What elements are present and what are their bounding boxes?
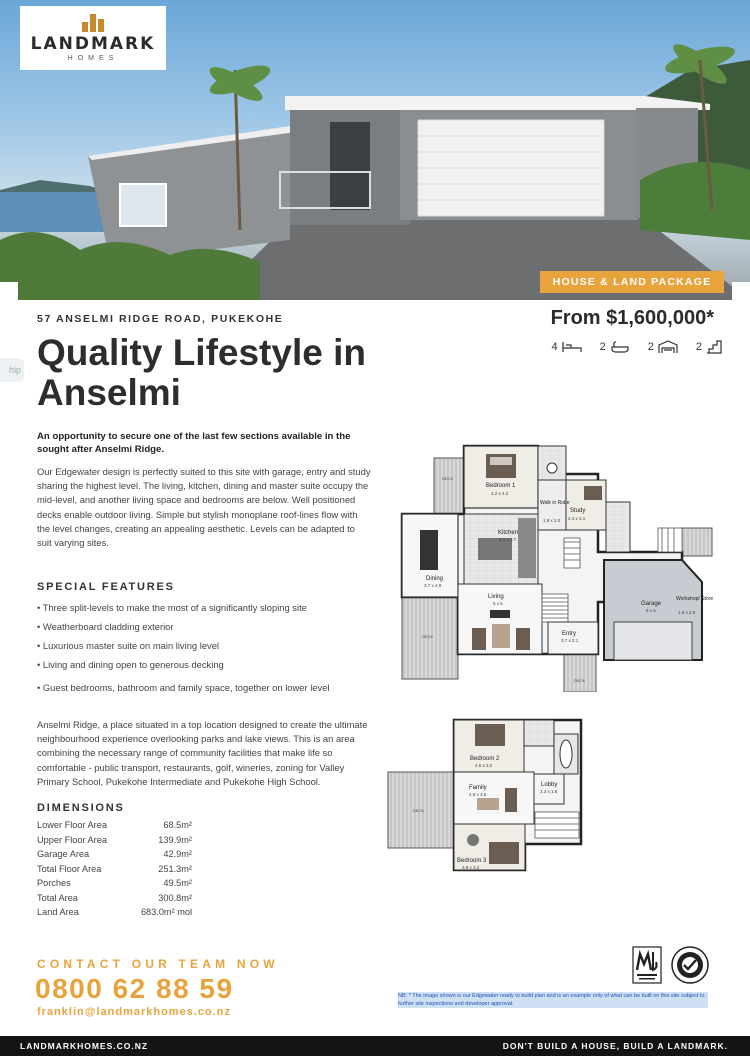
room-size: 4.2 x 4.2 (491, 491, 509, 496)
deck-label: DECK (442, 476, 454, 481)
contact-heading: CONTACT OUR TEAM NOW (37, 957, 279, 971)
table-row: Lower Floor Area 68.5m² (37, 820, 192, 830)
list-item: • Three split-levels to make the most of a significantly sloping site (37, 602, 377, 621)
room-label: Dining (426, 576, 444, 582)
room-label: Study (570, 508, 586, 514)
room-size: 5 x 6 (493, 601, 503, 606)
deck-label: DECK (422, 634, 434, 639)
price: From $1,600,000* (550, 307, 714, 329)
description-text: Our Edgewater design is perfectly suited to this site with garage, entry and study sharing the highest level. The living, kitchen, dining and master suite occupy the mid-level, and another living space and bedrooms are below. Well positioned decks enable outdoor living. Simple but stylish monoplane roof-lines flow with the level changes, creating an appealing aesthetic. Levels can be adapted to suit varying sites. (37, 466, 371, 549)
spec-bedrooms: 4 (552, 341, 582, 353)
room-label: Living (488, 594, 504, 600)
deck-label: DECK (413, 808, 425, 813)
table-row: Land Area 683.0m² mol (37, 907, 192, 917)
list-item: • Living and dining open to generous decking (37, 659, 377, 678)
room-size: 2.4 x 3.1 (568, 516, 586, 521)
phone-number[interactable]: 0800 62 88 59 (35, 973, 234, 1004)
guarantee-seal-icon (670, 945, 710, 985)
room-size: 3.8 x 3.2 (462, 865, 480, 870)
dimensions-table (37, 818, 192, 920)
room-size: 4.8 x 3.6 (469, 792, 487, 797)
room-size: 6 x 6 (646, 608, 656, 613)
logo-name: LANDMARK (30, 34, 156, 54)
room-label: Walk in Robe (540, 500, 570, 506)
bed-icon (562, 341, 582, 353)
dimensions-heading: DIMENSIONS (37, 802, 125, 814)
property-specs (552, 340, 723, 354)
room-label: Bedroom 3 (457, 858, 487, 864)
room-label: Lobby (541, 782, 558, 788)
features-heading: SPECIAL FEATURES (37, 581, 175, 593)
disclaimer: NB: * The image shown is our Edgewater ready to build plan and is an example only of what can be built on this site subject to further site inspections and developer approval. (398, 992, 708, 1008)
room-label: Kitchen (498, 530, 519, 536)
room-label: Garage (641, 601, 662, 607)
table-row: Total Area 300.8m² (37, 892, 192, 903)
logo-subtitle: HOMES (67, 55, 119, 62)
master-builders-icon (632, 946, 662, 984)
table-row: Upper Floor Area 139.9m² (37, 834, 192, 845)
lower-floor-plan (385, 716, 595, 879)
hero-house-photo (0, 0, 750, 300)
spec-garage: 2 (648, 340, 678, 354)
room-size: 1.8 x 2.0 (543, 518, 561, 523)
room-size: 3.7 x 4.8 (424, 583, 442, 588)
room-label: Bedroom 2 (470, 756, 500, 762)
room-size: 4.5 x 3.2 (475, 763, 493, 768)
email-link[interactable]: franklin@landmarkhomes.co.nz (37, 1006, 231, 1018)
room-label: Bedroom 1 (486, 483, 516, 489)
spec-levels: 2 (696, 340, 722, 354)
table-row: Porches 49.5m² (37, 878, 192, 888)
stairs-icon (706, 340, 722, 354)
room-size: 3.3 x 1.8 (540, 789, 558, 794)
footer-tagline: DON'T BUILD A HOUSE, BUILD A LANDMARK. (502, 1041, 728, 1051)
bath-icon (610, 341, 630, 353)
footer-website[interactable]: LANDMARKHOMES.CO.NZ (20, 1041, 149, 1051)
room-label: Workshop/ Store (676, 596, 714, 602)
location-text: Anselmi Ridge, a place situated in a top location designed to create the ultimate neighbourhood experience overlooking parks and lake views. This is an area combining the necessary range of community facilities that make life so comfortable - public transport, restaurants, golf, wineries, zoning for Valley Primary School, Pukekohe Intermediate and Pukekohe High School. (37, 719, 368, 787)
list-item: • Guest bedrooms, bathroom and family space, together on lower level (37, 682, 377, 701)
certification-badges (632, 945, 710, 985)
table-row: Garage Area 42.9m² (37, 849, 192, 859)
features-list (37, 602, 377, 701)
deck-label: DECK (574, 678, 586, 683)
room-size: 1.9 x 2.8 (678, 610, 696, 615)
property-address: 57 ANSELMI RIDGE ROAD, PUKEKOHE (37, 313, 284, 325)
page-title: Quality Lifestyle in Anselmi (37, 332, 366, 413)
list-item: • Weatherboard cladding exterior (37, 621, 377, 640)
package-badge: HOUSE & LAND PACKAGE (540, 271, 724, 293)
garage-icon (658, 340, 678, 354)
upper-floor-plan (398, 442, 714, 697)
table-row: Total Floor Area 251.3m² (37, 863, 192, 874)
side-tab[interactable]: hip (0, 358, 24, 382)
room-label: Entry (562, 631, 577, 637)
intro-text: An opportunity to secure one of the last few sections available in the sought after Anselmi Ridge. (37, 431, 351, 455)
list-item: • Luxurious master suite on main living level (37, 640, 377, 659)
spec-bathrooms: 2 (600, 341, 630, 353)
logo-building-icon (82, 14, 104, 32)
room-size: 4.2 x 3.7 (499, 537, 517, 542)
room-size: 3.7 x 2.1 (561, 638, 579, 643)
room-label: Family (469, 785, 487, 791)
footer-bar (0, 1036, 750, 1056)
landmark-homes-logo[interactable] (20, 6, 166, 70)
